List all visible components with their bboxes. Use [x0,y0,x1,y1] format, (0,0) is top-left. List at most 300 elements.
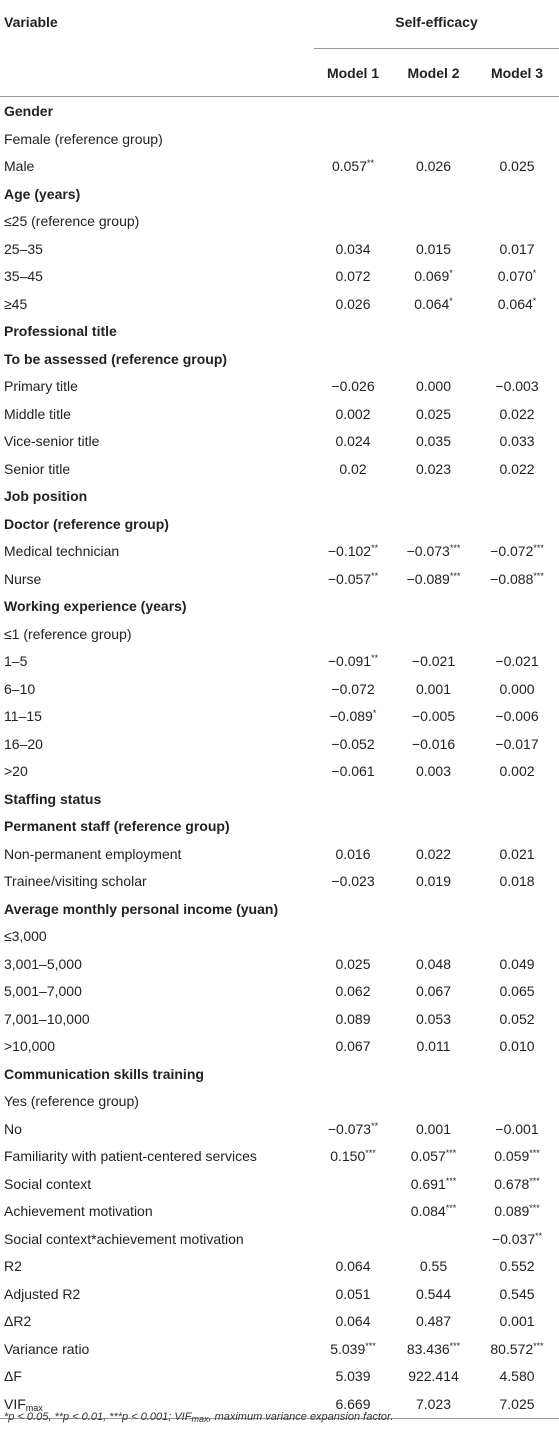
significance-marker: ** [371,653,379,664]
coefficient: −0.073 [406,543,450,560]
table-row [0,1280,559,1308]
footnote-subscript: max [191,1414,209,1424]
row-label [0,620,314,648]
model-1-value [314,1225,392,1253]
model-2-value [392,703,475,731]
row-label-text: 16–20 [4,735,43,752]
model-1-value [314,290,392,318]
row-label-text: Female (reference group) [4,130,163,147]
model-1-value [314,428,392,456]
model-2-value [392,1060,475,1088]
row-label [0,1225,314,1253]
table-body [0,97,559,1419]
model-3-value [475,97,559,126]
coefficient: 0.065 [499,983,535,1000]
model-3-value [475,1335,559,1363]
model-1-value [314,1335,392,1363]
coefficient: 0.022 [499,460,535,477]
model-1-value [314,758,392,786]
coefficient: 0.55 [419,1258,448,1275]
model-2-value [392,483,475,511]
coefficient: 5.039 [330,1340,366,1357]
model-3-value [475,373,559,401]
coefficient: 0.150 [330,1148,366,1165]
coefficient: 0.026 [335,295,371,312]
table-row [0,153,559,181]
table-row [0,510,559,538]
model-1-value [314,235,392,263]
model-3-value [475,483,559,511]
row-label [0,263,314,291]
coefficient: −0.052 [331,735,375,752]
coefficient: 0.023 [415,460,452,477]
model-2-value [392,565,475,593]
model-2-value [392,180,475,208]
row-label [0,125,314,153]
model-3-value [475,1198,559,1226]
coefficient: −0.089 [329,708,373,725]
table-row [0,950,559,978]
model-2-value [392,1143,475,1171]
model-3-value [475,208,559,236]
coefficient: 6.669 [335,1395,371,1412]
model-1-value [314,1033,392,1061]
coefficient: 0.064 [335,1313,371,1330]
table-row [0,1335,559,1363]
model-3-value [475,428,559,456]
model-3-value [475,1225,559,1253]
row-label [0,1335,314,1363]
significance-marker: *** [445,1175,457,1186]
table-row [0,1198,559,1226]
coefficient: 0.678 [494,1175,530,1192]
row-label-text: Nurse [4,570,42,587]
coefficient: 0.051 [335,1285,371,1302]
row-label-text: ΔR2 [4,1313,32,1330]
row-label-text: Doctor (reference group) [4,515,169,532]
table-row [0,593,559,621]
table-row [0,1225,559,1253]
table-row [0,840,559,868]
model-3-value [475,565,559,593]
table-row [0,428,559,456]
row-label [0,1088,314,1116]
coefficient: 0.001 [499,1313,535,1330]
model-1-value [314,180,392,208]
significance-marker: *** [365,1340,376,1351]
model-1-value [314,373,392,401]
coefficient: −0.021 [411,653,456,670]
coefficient: −0.026 [331,378,375,395]
model-1-value [314,1253,392,1281]
coefficient: 0.002 [335,405,371,422]
coefficient: 7.023 [415,1395,452,1412]
coefficient: 0.022 [415,845,452,862]
row-label-text: ΔF [4,1368,22,1385]
model-2-value [392,895,475,923]
coefficient: 0.052 [499,1010,535,1027]
model-3-value [475,1005,559,1033]
row-label [0,648,314,676]
row-label-text: 6–10 [4,680,36,697]
coefficient: 0.062 [335,983,371,1000]
row-label-subscript: max [25,1402,43,1413]
model-1-value [314,840,392,868]
self-efficacy-group-header: Self-efficacy [314,4,559,49]
model-2-value [392,538,475,566]
coefficient: −0.072 [490,543,534,560]
coefficient: 0.019 [415,873,452,890]
row-label-text: Medical technician [4,543,120,560]
significance-marker: *** [449,543,461,554]
coefficient: 0.015 [415,240,452,257]
model-1-value [314,483,392,511]
model-3-value [475,923,559,951]
coefficient: 0.024 [335,433,371,450]
coefficient: 0.552 [499,1258,535,1275]
row-label [0,208,314,236]
row-label-text: R2 [4,1258,22,1275]
row-label-text: >20 [4,763,28,780]
row-label [0,923,314,951]
model-2-value [392,1363,475,1391]
coefficient: 0.010 [499,1038,535,1055]
model-2-value [392,1280,475,1308]
table-row [0,1143,559,1171]
model-1-value [314,1198,392,1226]
model-3-value [475,455,559,483]
model-3-value [475,895,559,923]
table-row [0,1253,559,1281]
coefficient: 0.026 [415,158,452,175]
coefficient: 0.057 [331,158,368,175]
table-row [0,318,559,346]
model-1-value [314,1280,392,1308]
row-label-text: 25–35 [4,240,43,257]
row-label-text: Familiarity with patient-centered services [4,1148,257,1165]
significance-marker: * [449,295,453,306]
table-row [0,483,559,511]
table-row [0,923,559,951]
row-label [0,400,314,428]
table-row [0,730,559,758]
row-label [0,675,314,703]
model-2-value [392,1170,475,1198]
table-row [0,1060,559,1088]
model-1-value [314,153,392,181]
model-3-value [475,318,559,346]
table-row [0,345,559,373]
significance-marker: *** [529,1203,540,1214]
model-2-value [392,1335,475,1363]
coefficient: 0.017 [499,240,535,257]
model-2-value [392,263,475,291]
table-row [0,1005,559,1033]
coefficient: 0.067 [335,1038,371,1055]
coefficient: 5.039 [335,1368,371,1385]
section-label [0,345,314,373]
section-label [0,180,314,208]
coefficient: −0.001 [495,1120,539,1137]
row-label-text: Social context [4,1175,92,1192]
row-label-text: ≥45 [4,295,28,312]
significance-marker: ** [371,570,379,581]
row-label-text: Gender [4,103,54,119]
model-1-value [314,675,392,703]
significance-marker: *** [533,570,544,581]
coefficient: 0.021 [499,845,535,862]
coefficient: −0.023 [331,873,375,890]
model-1-value [314,648,392,676]
model-2-value [392,978,475,1006]
model-2-value [392,455,475,483]
table-row [0,758,559,786]
model-3-value [475,345,559,373]
coefficient: −0.088 [490,570,534,587]
model-3-value [475,785,559,813]
row-label [0,373,314,401]
row-label [0,290,314,318]
model-1-value [314,703,392,731]
model-1-value [314,318,392,346]
row-label [0,758,314,786]
table-row [0,1363,559,1391]
row-label [0,730,314,758]
row-label-text: ≤3,000 [4,928,47,945]
section-label [0,813,314,841]
model-1-value [314,1170,392,1198]
table-row [0,290,559,318]
model-3-value [475,153,559,181]
row-label [0,1253,314,1281]
coefficient: 0.084 [410,1203,446,1220]
table-row [0,125,559,153]
header-spacer [0,49,314,97]
model-2-value [392,373,475,401]
model-1-value [314,813,392,841]
row-label-text: Average monthly personal income (yuan) [4,900,279,917]
row-label-text: VIF [4,1395,26,1412]
model-1-value [314,345,392,373]
significance-marker: * [372,708,377,719]
table-row [0,648,559,676]
model-3-value [475,290,559,318]
model-1-value [314,1115,392,1143]
model-2-value [392,428,475,456]
model-1-value [314,785,392,813]
table-row [0,180,559,208]
model-3-value [475,235,559,263]
row-label-text: Non-permanent employment [4,845,182,862]
significance-marker: *** [529,1175,540,1186]
model-2-value [392,730,475,758]
model-2-value [392,675,475,703]
model-3-value [475,263,559,291]
section-label [0,593,314,621]
model-1-value [314,1308,392,1336]
table-row [0,703,559,731]
model-2-value [392,593,475,621]
significance-marker: ** [367,158,375,169]
row-label-text: Yes (reference group) [4,1093,139,1110]
model-2-value [392,1033,475,1061]
coefficient: 4.580 [499,1368,535,1385]
significance-marker: *** [365,1148,376,1159]
table-row [0,978,559,1006]
table-row [0,675,559,703]
coefficient: 0.691 [410,1175,446,1192]
table-row [0,868,559,896]
model-1-value [314,1060,392,1088]
row-label-text: 35–45 [4,268,43,285]
row-label-text: Vice-senior title [4,433,100,450]
coefficient: −0.037 [491,1230,536,1247]
model-3-value [475,703,559,731]
coefficient: 0.059 [494,1148,530,1165]
significance-marker: *** [445,1203,457,1214]
coefficient: 7.025 [499,1395,535,1412]
table-row [0,208,559,236]
row-label-text: Achievement motivation [4,1203,153,1220]
row-label-text: >10,000 [4,1038,55,1055]
coefficient: 0.072 [335,268,371,285]
model-3-value [475,1088,559,1116]
model-1-value [314,730,392,758]
section-label [0,510,314,538]
row-label-text: Adjusted R2 [4,1285,81,1302]
coefficient: −0.073 [327,1120,372,1137]
row-label [0,1143,314,1171]
table-row [0,1033,559,1061]
footnote-text-a: *p < 0.05, **p < 0.01, ***p < 0.001; VIF [4,1411,192,1423]
row-label [0,565,314,593]
table-row [0,895,559,923]
coefficient: 0.000 [499,680,535,697]
row-label-text: To be assessed (reference group) [4,350,228,367]
section-label [0,895,314,923]
footnote-text-b: , maximum variance expansion factor. [208,1411,394,1423]
model-3-value [475,1170,559,1198]
table-row [0,785,559,813]
model-2-value [392,950,475,978]
coefficient: 0.002 [499,763,535,780]
section-label [0,318,314,346]
coefficient: 0.064 [414,295,450,312]
coefficient: 0.02 [339,460,367,477]
model-1-value [314,950,392,978]
row-label-text: Communication skills training [4,1065,204,1082]
model-2-value [392,235,475,263]
model-3-value [475,1033,559,1061]
coefficient: 0.545 [499,1285,535,1302]
coefficient: −0.089 [406,570,450,587]
row-label-text: 3,001–5,000 [4,955,82,972]
row-label [0,153,314,181]
row-label-text: Staffing status [4,790,102,807]
row-label [0,1033,314,1061]
significance-marker: *** [533,543,544,554]
model-2-value [392,510,475,538]
section-label [0,1060,314,1088]
table-footnote [4,1411,393,1423]
row-label [0,703,314,731]
model-1-value [314,263,392,291]
coefficient: 0.034 [335,240,371,257]
model-2-value [392,1390,475,1418]
model-3-value [475,868,559,896]
row-label-text: Male [4,158,35,175]
coefficient: 0.049 [499,955,535,972]
row-label [0,950,314,978]
coefficient: −0.061 [331,763,375,780]
row-label-text: Senior title [4,460,71,477]
model-2-value [392,153,475,181]
model-3-value [475,538,559,566]
coefficient: −0.057 [327,570,372,587]
coefficient: 0.022 [499,405,535,422]
model-3-value [475,648,559,676]
row-label-text: Primary title [4,378,78,395]
row-label [0,428,314,456]
section-label [0,483,314,511]
coefficient: −0.016 [411,735,456,752]
coefficient: 0.000 [415,378,452,395]
coefficient: 0.064 [335,1258,371,1275]
significance-marker: *** [449,570,461,581]
significance-marker: *** [533,1340,544,1351]
model-2-value [392,400,475,428]
row-label-text: Professional title [4,323,117,340]
model-2-value [392,840,475,868]
row-label [0,538,314,566]
model-2-value [392,97,475,126]
coefficient: 0.064 [497,295,533,312]
coefficient: −0.017 [495,735,539,752]
section-label [0,97,314,126]
model-2-value [392,1225,475,1253]
significance-marker: * [532,295,537,306]
table-row [0,1115,559,1143]
model-2-value [392,1308,475,1336]
model-1-value [314,868,392,896]
model-1-value [314,978,392,1006]
coefficient: −0.006 [495,708,539,725]
coefficient: 0.487 [415,1313,452,1330]
coefficient: 0.001 [415,1120,452,1137]
row-label [0,1198,314,1226]
row-label-text: 11–15 [4,708,42,725]
significance-marker: ** [371,543,379,554]
model-3-value [475,1280,559,1308]
section-label [0,785,314,813]
significance-marker: *** [529,1148,540,1159]
model-2-value [392,868,475,896]
model-1-value [314,97,392,126]
model-1-value [314,620,392,648]
model-3-value [475,1253,559,1281]
coefficient: 0.053 [415,1010,452,1027]
model-1-value [314,510,392,538]
coefficient: −0.003 [495,378,539,395]
coefficient: −0.072 [331,680,375,697]
coefficient: 922.414 [408,1368,459,1385]
coefficient: 80.572 [490,1340,534,1357]
coefficient: 0.003 [415,763,452,780]
coefficient: −0.005 [411,708,456,725]
model-2-value [392,208,475,236]
model-2-value [392,813,475,841]
row-label-text: Job position [4,488,88,505]
